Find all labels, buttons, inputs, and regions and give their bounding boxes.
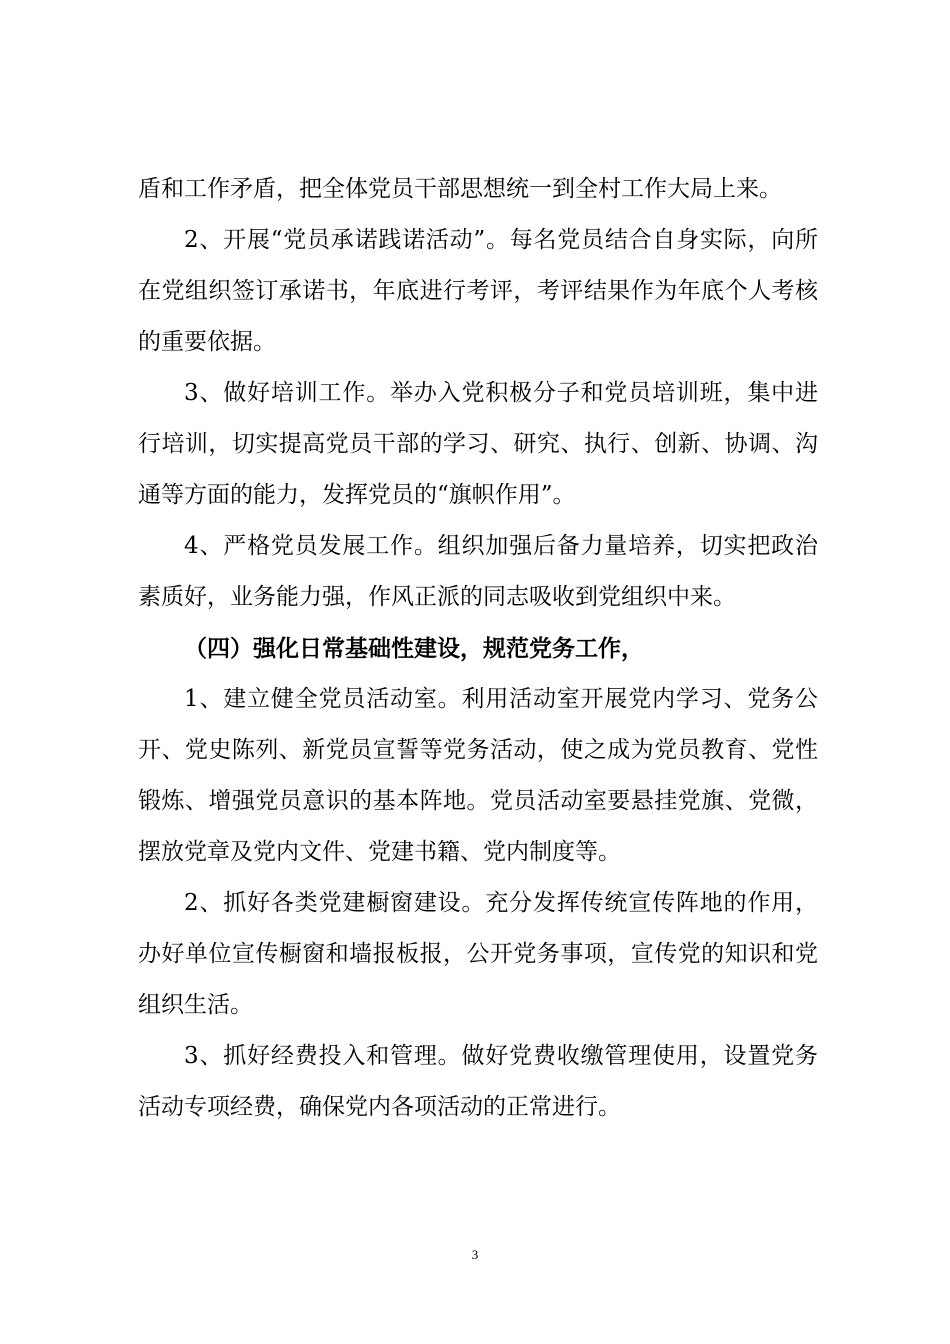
paragraph-item-2: 2、开展“党员承诺践诺活动”。每名党员结合自身实际，向所在党组织签订承诺书，年底进行考评，考评结果作为年底个人考核的重要依据。 xyxy=(138,227,818,355)
paragraph-section4-item-3: 3、抓好经费投入和管理。做好党费收缴管理使用，设置党务活动专项经费，确保党内各项活动的正常进行。 xyxy=(138,1043,818,1120)
paragraph-continuation: 盾和工作矛盾，把全体党员干部思想统一到全村工作大局上来。 xyxy=(138,176,782,202)
paragraph-item-3: 3、做好培训工作。举办入党积极分子和党员培训班，集中进行培训，切实提高党员干部的学习、研究、执行、创新、协调、沟通等方面的能力，发挥党员的“旗帜作用”。 xyxy=(138,380,818,508)
body-text xyxy=(138,164,818,1133)
paragraph-section4-item-1: 1、建立健全党员活动室。利用活动室开展党内学习、党务公开、党史陈列、新党员宣誓等党务活动，使之成为党员教育、党性锻炼、增强党员意识的基本阵地。党员活动室要悬挂党旗、党微，摆放党章及党内文件、党建书籍、党内制度等。 xyxy=(138,686,818,865)
paragraph-item-4: 4、严格党员发展工作。组织加强后备力量培养，切实把政治素质好，业务能力强，作风正派的同志吸收到党组织中来。 xyxy=(138,533,818,610)
page-number: 3 xyxy=(471,1247,479,1262)
paragraph-section4-item-2: 2、抓好各类党建橱窗建设。充分发挥传统宣传阵地的作用，办好单位宣传橱窗和墙报板报，公开党务事项，宣传党的知识和党组织生活。 xyxy=(138,890,818,1018)
section-heading: （四）强化日常基础性建设，规范党务工作， xyxy=(184,635,644,662)
